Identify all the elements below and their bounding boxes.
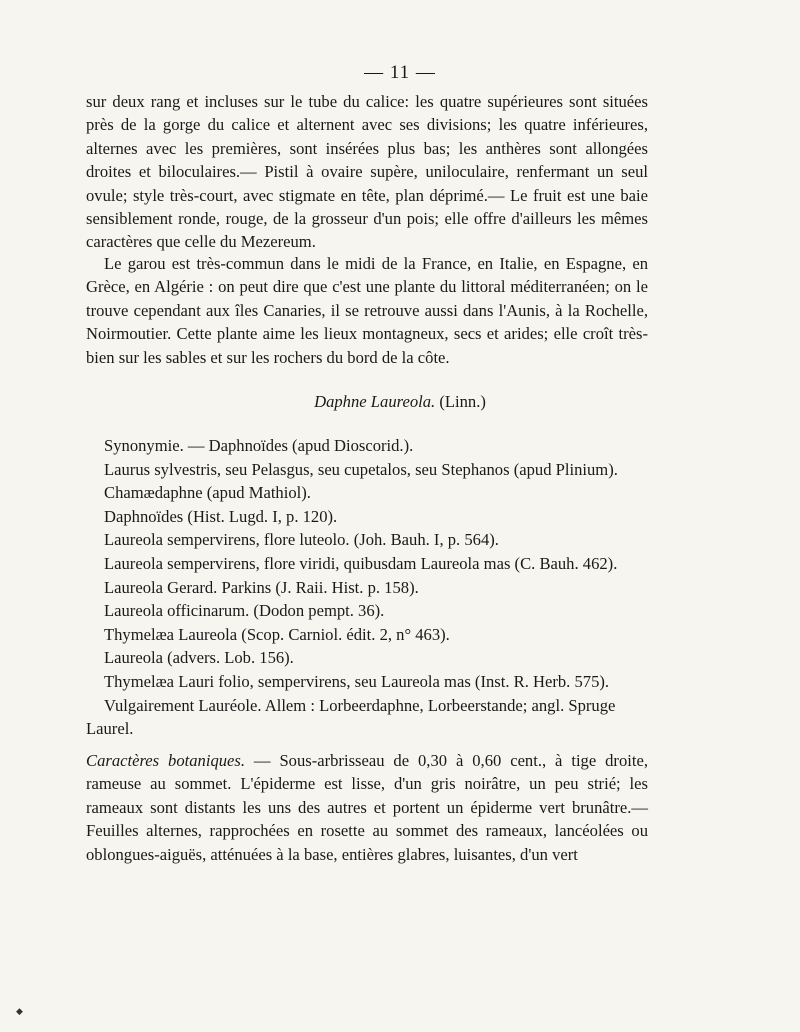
page-margin-mark: ◆ bbox=[16, 1006, 23, 1016]
synonym-entry: Synonymie. — Daphnoïdes (apud Dioscorid.). bbox=[104, 436, 414, 455]
synonym-entry: Laureola (advers. Lob. 156). bbox=[104, 648, 294, 668]
synonym-entry: Chamædaphne (apud Mathiol). bbox=[104, 483, 311, 503]
synonym-entry: Laureola sempervirens, flore viridi, quibusdam Laureola mas (C. Bauh. 462). bbox=[104, 553, 618, 573]
synonym-entry: Laureola sempervirens, flore luteolo. (Joh. Bauh. I, p. 564). bbox=[104, 530, 499, 550]
synonym-entry: Laurus sylvestris, seu Pelasgus, seu cupetalos, seu Stephanos (apud Plinium). bbox=[104, 459, 618, 479]
section-lead: Caractères botaniques. bbox=[86, 751, 246, 770]
synonymy-list bbox=[86, 434, 648, 741]
section-text: — Sous-arbrisseau de 0,30 à 0,60 cent., à tige droite, rameuse au sommet. L'épiderme est lisse, d'un gris noirâtre, un peu strié; les rameaux sont distants les uns des autres et portent un épiderme vert brunâtre.— Feuilles alternes, rapprochées en rosette au sommet des rameaux, lancéolées ou oblongues-aiguës, atténuées à la base, entières glabres, luisantes, d'un vert bbox=[86, 751, 648, 864]
paragraph-botanical-characters bbox=[86, 749, 648, 866]
synonym-entry: Thymelæa Lauri folio, sempervirens, seu Laureola mas (Inst. R. Herb. 575). bbox=[104, 671, 610, 691]
synonym-entry: Thymelæa Laureola (Scop. Carniol. édit. 2, n° 463). bbox=[104, 624, 450, 644]
species-heading bbox=[0, 392, 800, 412]
paragraph-distribution: Le garou est très-commun dans le midi de la France, en Italie, en Espagne, en Grèce, en Algérie : on peut dire que c'est une plante du littoral méditerranéen; on le trouve cependant aux îles Canaries, il se retrouve aussi dans l'Aunis, à la Rochelle, Noirmoutier. Cette plante aime les lieux montagneux, secs et arides; elle croît très-bien sur les sables et sur les rochers du bord de la côte. bbox=[86, 254, 648, 367]
paragraph-flower-description: sur deux rang et incluses sur le tube du calice: les quatre supérieures sont situées près de la gorge du calice et alternent avec ses divisions; les quatre inférieures, alternes avec les premières, sont insérées plus bas; les anthères sont allongées droites et biloculaires.— Pistil à ovaire supère, uniloculaire, renfermant un seul ovule; style très-court, avec stigmate en tête, plan déprimé.— Le fruit est une baie sensiblement ronde, rouge, de la grosseur d'un pois; elle offre d'ailleurs les mêmes caractères que celle du Mezereum. bbox=[86, 92, 648, 252]
synonym-entry: Laureola officinarum. (Dodon pempt. 36). bbox=[104, 601, 385, 621]
vulgar-names-continuation: Laurel. bbox=[86, 719, 134, 739]
page-number: — 11 — bbox=[364, 62, 436, 83]
species-name: Daphne Laureola. bbox=[314, 392, 436, 411]
synonym-entry: Laureola Gerard. Parkins (J. Raii. Hist. p. 158). bbox=[104, 577, 419, 597]
species-authority: (Linn.) bbox=[439, 392, 486, 411]
synonym-entry: Daphnoïdes (Hist. Lugd. I, p. 120). bbox=[104, 506, 338, 526]
vulgar-names-line: Vulgairement Lauréole. Allem : Lorbeerdaphne, Lorbeerstande; angl. Spruge bbox=[104, 695, 616, 715]
vulgar-names-entry bbox=[86, 694, 648, 741]
